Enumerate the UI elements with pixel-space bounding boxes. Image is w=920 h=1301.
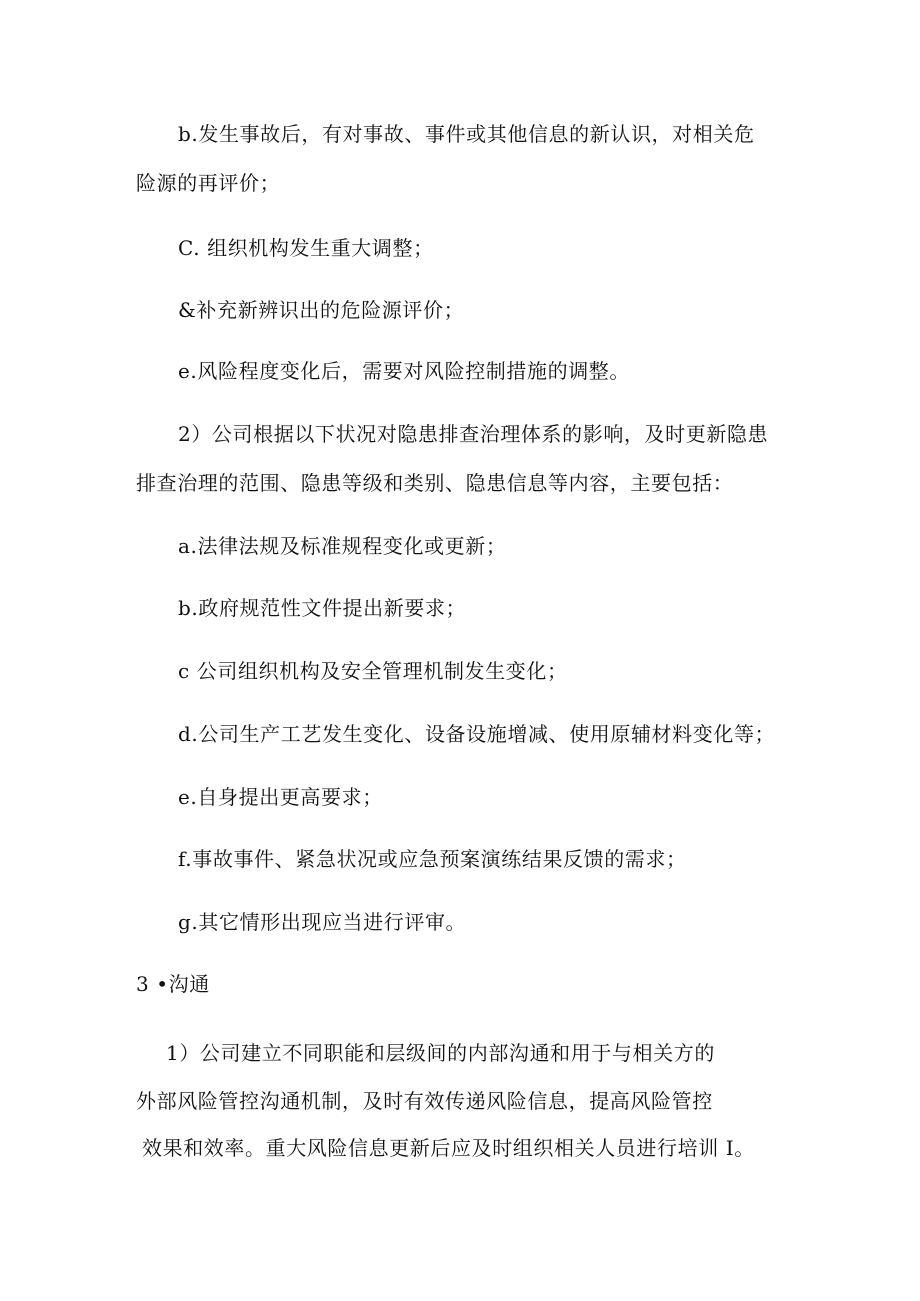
paragraph-line: 1）公司建立不同职能和层级间的内部沟通和用于与相关方的 xyxy=(166,1041,715,1065)
paragraph-line: d.公司生产工艺发生变化、设备设施增减、使用原辅材料变化等； xyxy=(178,722,776,746)
paragraph-line: 2）公司根据以下状况对隐患排查治理体系的影响，及时更新隐患 xyxy=(178,422,769,446)
paragraph-line: a.法律法规及标准规程变化或更新； xyxy=(178,534,507,558)
paragraph-line: b.政府规范性文件提出新要求； xyxy=(178,596,467,620)
paragraph-line: c 公司组织机构及安全管理机制发生变化； xyxy=(178,659,568,683)
section-heading: 3 •沟通 xyxy=(136,972,210,996)
paragraph-line: 效果和效率。重大风险信息更新后应及时组织相关人员进行培训 I。 xyxy=(142,1136,755,1160)
paragraph-line: e.风险程度变化后，需要对风险控制措施的调整。 xyxy=(178,359,630,383)
paragraph-line: e.自身提出更高要求； xyxy=(178,785,383,809)
paragraph-line: &补充新辨识出的危险源评价； xyxy=(178,298,465,322)
paragraph-line: C. 组织机构发生重大调整； xyxy=(178,236,434,260)
paragraph-line: 外部风险管控沟通机制，及时有效传递风险信息，提高风险管控 xyxy=(136,1089,713,1113)
paragraph-line: b.发生事故后，有对事故、事件或其他信息的新认识，对相关危 xyxy=(178,122,755,146)
paragraph-line: g.其它情形出现应当进行评审。 xyxy=(178,910,467,934)
paragraph-line: 排查治理的范围、隐患等级和类别、隐患信息等内容，主要包括： xyxy=(136,471,734,495)
paragraph-line: 险源的再评价； xyxy=(136,171,281,195)
paragraph-line: f.事故事件、紧急状况或应急预案演练结果反馈的需求； xyxy=(178,847,687,871)
